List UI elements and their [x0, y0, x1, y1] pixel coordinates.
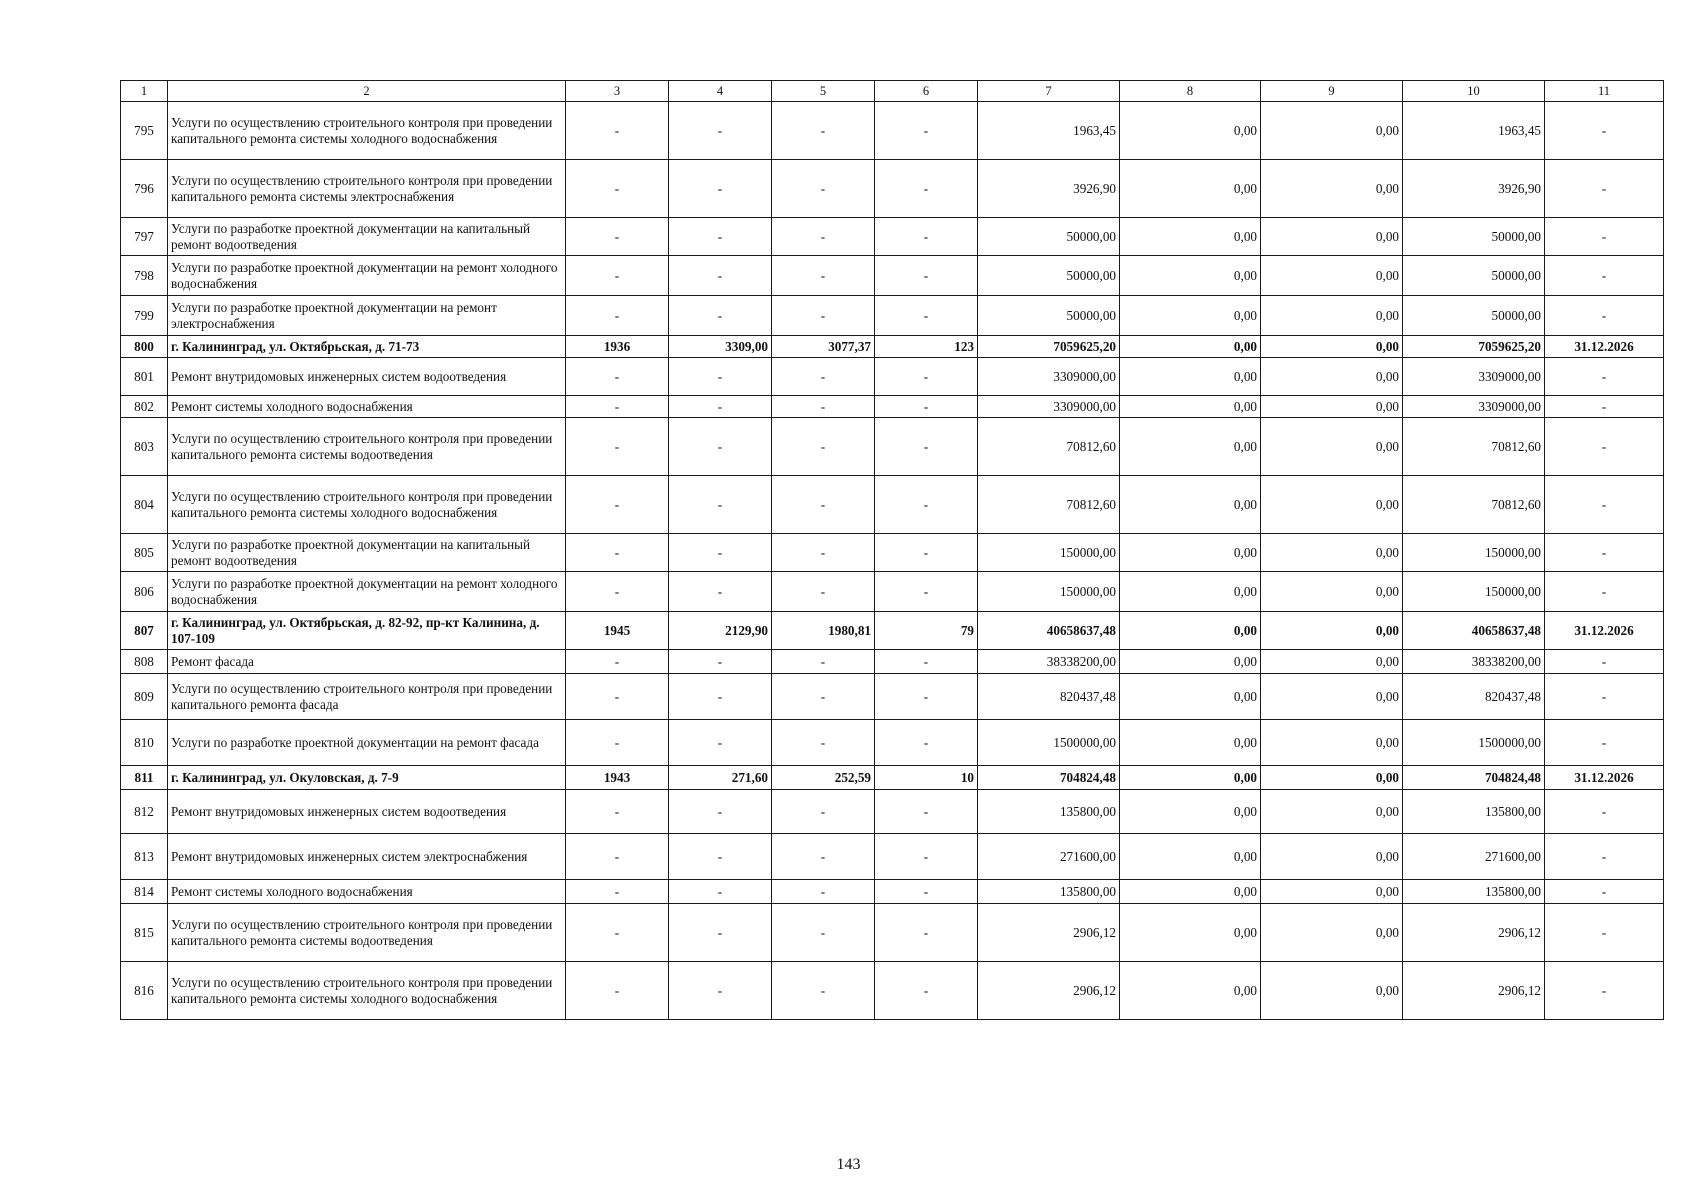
year-cell: -	[566, 418, 669, 476]
federal-funds-cell: 0,00	[1120, 834, 1261, 880]
row-number: 806	[121, 572, 168, 612]
item-name: Ремонт системы холодного водоснабжения	[168, 880, 566, 904]
regional-funds-cell: 0,00	[1261, 790, 1403, 834]
row-number: 805	[121, 534, 168, 572]
residents-cell: -	[875, 834, 978, 880]
item-name: Услуги по разработке проектной документации на капитальный ремонт водоотведения	[168, 534, 566, 572]
deadline-cell: -	[1545, 962, 1664, 1020]
table-row	[121, 256, 1664, 296]
regional-funds-cell: 0,00	[1261, 218, 1403, 256]
row-number: 801	[121, 358, 168, 396]
row-number: 796	[121, 160, 168, 218]
owner-funds-cell: 3309000,00	[1403, 396, 1545, 418]
area-cell: -	[669, 834, 772, 880]
deadline-cell: -	[1545, 218, 1664, 256]
item-name: Ремонт внутридомовых инженерных систем водоотведения	[168, 358, 566, 396]
owner-funds-cell: 135800,00	[1403, 880, 1545, 904]
owner-funds-cell: 3926,90	[1403, 160, 1545, 218]
federal-funds-cell: 0,00	[1120, 476, 1261, 534]
total-cost-cell: 3309000,00	[978, 358, 1120, 396]
residents-cell: -	[875, 880, 978, 904]
residents-cell: -	[875, 674, 978, 720]
area-cell: -	[669, 476, 772, 534]
living-area-cell: -	[772, 102, 875, 160]
living-area-cell: -	[772, 650, 875, 674]
row-number: 813	[121, 834, 168, 880]
owner-funds-cell: 2906,12	[1403, 904, 1545, 962]
table-row	[121, 418, 1664, 476]
regional-funds-cell: 0,00	[1261, 720, 1403, 766]
federal-funds-cell: 0,00	[1120, 572, 1261, 612]
federal-funds-cell: 0,00	[1120, 256, 1261, 296]
owner-funds-cell: 40658637,48	[1403, 612, 1545, 650]
living-area-cell: -	[772, 674, 875, 720]
item-name: Услуги по осуществлению строительного контроля при проведении капитального ремонта системы холодного водоснабжения	[168, 962, 566, 1020]
year-cell: -	[566, 534, 669, 572]
deadline-cell: -	[1545, 396, 1664, 418]
owner-funds-cell: 50000,00	[1403, 296, 1545, 336]
table-row	[121, 766, 1664, 790]
year-cell: 1943	[566, 766, 669, 790]
year-cell: -	[566, 720, 669, 766]
total-cost-cell: 820437,48	[978, 674, 1120, 720]
row-number: 804	[121, 476, 168, 534]
year-cell: -	[566, 790, 669, 834]
item-name: Услуги по осуществлению строительного контроля при проведении капитального ремонта системы холодного водоснабжения	[168, 476, 566, 534]
owner-funds-cell: 7059625,20	[1403, 336, 1545, 358]
federal-funds-cell: 0,00	[1120, 336, 1261, 358]
owner-funds-cell: 150000,00	[1403, 534, 1545, 572]
row-number: 802	[121, 396, 168, 418]
owner-funds-cell: 2906,12	[1403, 962, 1545, 1020]
owner-funds-cell: 1963,45	[1403, 102, 1545, 160]
item-name: Услуги по разработке проектной документации на ремонт холодного водоснабжения	[168, 572, 566, 612]
residents-cell: -	[875, 218, 978, 256]
deadline-cell: -	[1545, 358, 1664, 396]
deadline-cell: -	[1545, 256, 1664, 296]
item-name: г. Калининград, ул. Октябрьская, д. 82-92, пр-кт Калинина, д. 107-109	[168, 612, 566, 650]
living-area-cell: -	[772, 160, 875, 218]
item-name: Ремонт внутридомовых инженерных систем водоотведения	[168, 790, 566, 834]
total-cost-cell: 135800,00	[978, 790, 1120, 834]
regional-funds-cell: 0,00	[1261, 418, 1403, 476]
deadline-cell: -	[1545, 880, 1664, 904]
area-cell: -	[669, 674, 772, 720]
regional-funds-cell: 0,00	[1261, 256, 1403, 296]
header-cell: 8	[1120, 81, 1261, 102]
row-number: 797	[121, 218, 168, 256]
owner-funds-cell: 38338200,00	[1403, 650, 1545, 674]
residents-cell: -	[875, 476, 978, 534]
item-name: Услуги по разработке проектной документации на ремонт фасада	[168, 720, 566, 766]
regional-funds-cell: 0,00	[1261, 572, 1403, 612]
regional-funds-cell: 0,00	[1261, 102, 1403, 160]
federal-funds-cell: 0,00	[1120, 358, 1261, 396]
living-area-cell: -	[772, 720, 875, 766]
living-area-cell: 3077,37	[772, 336, 875, 358]
federal-funds-cell: 0,00	[1120, 650, 1261, 674]
residents-cell: -	[875, 534, 978, 572]
table-row	[121, 880, 1664, 904]
living-area-cell: -	[772, 880, 875, 904]
area-cell: -	[669, 358, 772, 396]
residents-cell: -	[875, 790, 978, 834]
item-name: Услуги по осуществлению строительного контроля при проведении капитального ремонта системы электроснабжения	[168, 160, 566, 218]
deadline-cell: -	[1545, 160, 1664, 218]
total-cost-cell: 2906,12	[978, 962, 1120, 1020]
item-name: Ремонт системы холодного водоснабжения	[168, 396, 566, 418]
area-cell: -	[669, 396, 772, 418]
area-cell: -	[669, 962, 772, 1020]
total-cost-cell: 271600,00	[978, 834, 1120, 880]
living-area-cell: -	[772, 358, 875, 396]
total-cost-cell: 40658637,48	[978, 612, 1120, 650]
total-cost-cell: 70812,60	[978, 476, 1120, 534]
federal-funds-cell: 0,00	[1120, 790, 1261, 834]
owner-funds-cell: 820437,48	[1403, 674, 1545, 720]
living-area-cell: -	[772, 534, 875, 572]
register-table	[120, 80, 1664, 1020]
total-cost-cell: 1500000,00	[978, 720, 1120, 766]
year-cell: -	[566, 296, 669, 336]
row-number: 812	[121, 790, 168, 834]
deadline-cell: -	[1545, 790, 1664, 834]
residents-cell: -	[875, 720, 978, 766]
federal-funds-cell: 0,00	[1120, 534, 1261, 572]
owner-funds-cell: 3309000,00	[1403, 358, 1545, 396]
table-row	[121, 296, 1664, 336]
table-row	[121, 720, 1664, 766]
deadline-cell: -	[1545, 296, 1664, 336]
residents-cell: -	[875, 572, 978, 612]
residents-cell: -	[875, 418, 978, 476]
residents-cell: 123	[875, 336, 978, 358]
table-row	[121, 674, 1664, 720]
residents-cell: -	[875, 904, 978, 962]
row-number: 808	[121, 650, 168, 674]
area-cell: -	[669, 418, 772, 476]
federal-funds-cell: 0,00	[1120, 880, 1261, 904]
living-area-cell: -	[772, 476, 875, 534]
year-cell: -	[566, 880, 669, 904]
total-cost-cell: 50000,00	[978, 256, 1120, 296]
area-cell: -	[669, 650, 772, 674]
row-number: 814	[121, 880, 168, 904]
item-name: Услуги по осуществлению строительного контроля при проведении капитального ремонта системы холодного водоснабжения	[168, 102, 566, 160]
year-cell: 1936	[566, 336, 669, 358]
item-name: Услуги по осуществлению строительного контроля при проведении капитального ремонта системы водоотведения	[168, 904, 566, 962]
item-name: г. Калининград, ул. Октябрьская, д. 71-73	[168, 336, 566, 358]
deadline-cell: -	[1545, 418, 1664, 476]
area-cell: -	[669, 720, 772, 766]
federal-funds-cell: 0,00	[1120, 418, 1261, 476]
header-cell: 4	[669, 81, 772, 102]
total-cost-cell: 50000,00	[978, 296, 1120, 336]
row-number: 798	[121, 256, 168, 296]
regional-funds-cell: 0,00	[1261, 962, 1403, 1020]
federal-funds-cell: 0,00	[1120, 720, 1261, 766]
regional-funds-cell: 0,00	[1261, 476, 1403, 534]
owner-funds-cell: 1500000,00	[1403, 720, 1545, 766]
header-cell: 2	[168, 81, 566, 102]
residents-cell: -	[875, 102, 978, 160]
year-cell: -	[566, 962, 669, 1020]
federal-funds-cell: 0,00	[1120, 102, 1261, 160]
owner-funds-cell: 50000,00	[1403, 218, 1545, 256]
year-cell: -	[566, 218, 669, 256]
deadline-cell: -	[1545, 650, 1664, 674]
federal-funds-cell: 0,00	[1120, 160, 1261, 218]
item-name: Услуги по осуществлению строительного контроля при проведении капитального ремонта фасада	[168, 674, 566, 720]
living-area-cell: -	[772, 572, 875, 612]
area-cell: -	[669, 880, 772, 904]
federal-funds-cell: 0,00	[1120, 962, 1261, 1020]
year-cell: -	[566, 256, 669, 296]
table-row	[121, 834, 1664, 880]
area-cell: 271,60	[669, 766, 772, 790]
living-area-cell: -	[772, 218, 875, 256]
item-name: Услуги по осуществлению строительного контроля при проведении капитального ремонта системы водоотведения	[168, 418, 566, 476]
row-number: 810	[121, 720, 168, 766]
area-cell: -	[669, 218, 772, 256]
area-cell: 3309,00	[669, 336, 772, 358]
area-cell: -	[669, 904, 772, 962]
table-row	[121, 534, 1664, 572]
total-cost-cell: 150000,00	[978, 572, 1120, 612]
year-cell: -	[566, 904, 669, 962]
header-cell: 11	[1545, 81, 1664, 102]
deadline-cell: -	[1545, 102, 1664, 160]
regional-funds-cell: 0,00	[1261, 612, 1403, 650]
header-cell: 5	[772, 81, 875, 102]
year-cell: 1945	[566, 612, 669, 650]
header-cell: 1	[121, 81, 168, 102]
regional-funds-cell: 0,00	[1261, 880, 1403, 904]
regional-funds-cell: 0,00	[1261, 650, 1403, 674]
owner-funds-cell: 271600,00	[1403, 834, 1545, 880]
year-cell: -	[566, 650, 669, 674]
year-cell: -	[566, 102, 669, 160]
total-cost-cell: 1963,45	[978, 102, 1120, 160]
deadline-cell: -	[1545, 834, 1664, 880]
table-row	[121, 160, 1664, 218]
item-name: Услуги по разработке проектной документации на ремонт электроснабжения	[168, 296, 566, 336]
year-cell: -	[566, 396, 669, 418]
table-row	[121, 612, 1664, 650]
federal-funds-cell: 0,00	[1120, 296, 1261, 336]
owner-funds-cell: 704824,48	[1403, 766, 1545, 790]
regional-funds-cell: 0,00	[1261, 296, 1403, 336]
header-cell: 9	[1261, 81, 1403, 102]
living-area-cell: -	[772, 296, 875, 336]
regional-funds-cell: 0,00	[1261, 534, 1403, 572]
deadline-cell: -	[1545, 720, 1664, 766]
living-area-cell: -	[772, 834, 875, 880]
deadline-cell: -	[1545, 904, 1664, 962]
table-row	[121, 572, 1664, 612]
federal-funds-cell: 0,00	[1120, 766, 1261, 790]
area-cell: -	[669, 102, 772, 160]
area-cell: -	[669, 160, 772, 218]
total-cost-cell: 3309000,00	[978, 396, 1120, 418]
item-name: Услуги по разработке проектной документации на ремонт холодного водоснабжения	[168, 256, 566, 296]
table-row	[121, 396, 1664, 418]
regional-funds-cell: 0,00	[1261, 834, 1403, 880]
total-cost-cell: 135800,00	[978, 880, 1120, 904]
row-number: 803	[121, 418, 168, 476]
table-row	[121, 102, 1664, 160]
living-area-cell: -	[772, 256, 875, 296]
owner-funds-cell: 70812,60	[1403, 476, 1545, 534]
owner-funds-cell: 50000,00	[1403, 256, 1545, 296]
total-cost-cell: 38338200,00	[978, 650, 1120, 674]
table-row	[121, 358, 1664, 396]
regional-funds-cell: 0,00	[1261, 904, 1403, 962]
area-cell: -	[669, 534, 772, 572]
regional-funds-cell: 0,00	[1261, 674, 1403, 720]
area-cell: -	[669, 256, 772, 296]
deadline-cell: 31.12.2026	[1545, 612, 1664, 650]
total-cost-cell: 50000,00	[978, 218, 1120, 256]
living-area-cell: 1980,81	[772, 612, 875, 650]
owner-funds-cell: 135800,00	[1403, 790, 1545, 834]
item-name: Ремонт внутридомовых инженерных систем электроснабжения	[168, 834, 566, 880]
total-cost-cell: 3926,90	[978, 160, 1120, 218]
item-name: Ремонт фасада	[168, 650, 566, 674]
row-number: 815	[121, 904, 168, 962]
table-row	[121, 476, 1664, 534]
living-area-cell: 252,59	[772, 766, 875, 790]
residents-cell: -	[875, 160, 978, 218]
total-cost-cell: 704824,48	[978, 766, 1120, 790]
item-name: г. Калининград, ул. Окуловская, д. 7-9	[168, 766, 566, 790]
table-row	[121, 218, 1664, 256]
area-cell: -	[669, 790, 772, 834]
regional-funds-cell: 0,00	[1261, 336, 1403, 358]
federal-funds-cell: 0,00	[1120, 904, 1261, 962]
table-row	[121, 336, 1664, 358]
living-area-cell: -	[772, 396, 875, 418]
federal-funds-cell: 0,00	[1120, 674, 1261, 720]
owner-funds-cell: 150000,00	[1403, 572, 1545, 612]
row-number: 816	[121, 962, 168, 1020]
page-number: 143	[836, 1156, 861, 1173]
year-cell: -	[566, 572, 669, 612]
area-cell: 2129,90	[669, 612, 772, 650]
regional-funds-cell: 0,00	[1261, 766, 1403, 790]
deadline-cell: -	[1545, 572, 1664, 612]
row-number: 809	[121, 674, 168, 720]
item-name: Услуги по разработке проектной документации на капитальный ремонт водоотведения	[168, 218, 566, 256]
residents-cell: -	[875, 962, 978, 1020]
deadline-cell: 31.12.2026	[1545, 766, 1664, 790]
year-cell: -	[566, 674, 669, 720]
table-row	[121, 650, 1664, 674]
document-sheet	[120, 80, 1663, 1020]
residents-cell: -	[875, 296, 978, 336]
header-cell: 3	[566, 81, 669, 102]
year-cell: -	[566, 476, 669, 534]
residents-cell: 10	[875, 766, 978, 790]
area-cell: -	[669, 296, 772, 336]
deadline-cell: -	[1545, 476, 1664, 534]
regional-funds-cell: 0,00	[1261, 160, 1403, 218]
residents-cell: -	[875, 396, 978, 418]
year-cell: -	[566, 358, 669, 396]
area-cell: -	[669, 572, 772, 612]
federal-funds-cell: 0,00	[1120, 612, 1261, 650]
residents-cell: -	[875, 358, 978, 396]
table-row	[121, 790, 1664, 834]
total-cost-cell: 7059625,20	[978, 336, 1120, 358]
regional-funds-cell: 0,00	[1261, 358, 1403, 396]
column-number-header	[121, 81, 1664, 102]
living-area-cell: -	[772, 790, 875, 834]
living-area-cell: -	[772, 418, 875, 476]
total-cost-cell: 2906,12	[978, 904, 1120, 962]
residents-cell: 79	[875, 612, 978, 650]
residents-cell: -	[875, 256, 978, 296]
residents-cell: -	[875, 650, 978, 674]
year-cell: -	[566, 834, 669, 880]
table-row	[121, 962, 1664, 1020]
federal-funds-cell: 0,00	[1120, 218, 1261, 256]
deadline-cell: -	[1545, 534, 1664, 572]
header-cell: 6	[875, 81, 978, 102]
row-number: 807	[121, 612, 168, 650]
owner-funds-cell: 70812,60	[1403, 418, 1545, 476]
deadline-cell: -	[1545, 674, 1664, 720]
living-area-cell: -	[772, 904, 875, 962]
table-row	[121, 904, 1664, 962]
year-cell: -	[566, 160, 669, 218]
row-number: 811	[121, 766, 168, 790]
row-number: 799	[121, 296, 168, 336]
row-number: 795	[121, 102, 168, 160]
header-cell: 10	[1403, 81, 1545, 102]
total-cost-cell: 150000,00	[978, 534, 1120, 572]
total-cost-cell: 70812,60	[978, 418, 1120, 476]
regional-funds-cell: 0,00	[1261, 396, 1403, 418]
federal-funds-cell: 0,00	[1120, 396, 1261, 418]
row-number: 800	[121, 336, 168, 358]
living-area-cell: -	[772, 962, 875, 1020]
header-cell: 7	[978, 81, 1120, 102]
deadline-cell: 31.12.2026	[1545, 336, 1664, 358]
